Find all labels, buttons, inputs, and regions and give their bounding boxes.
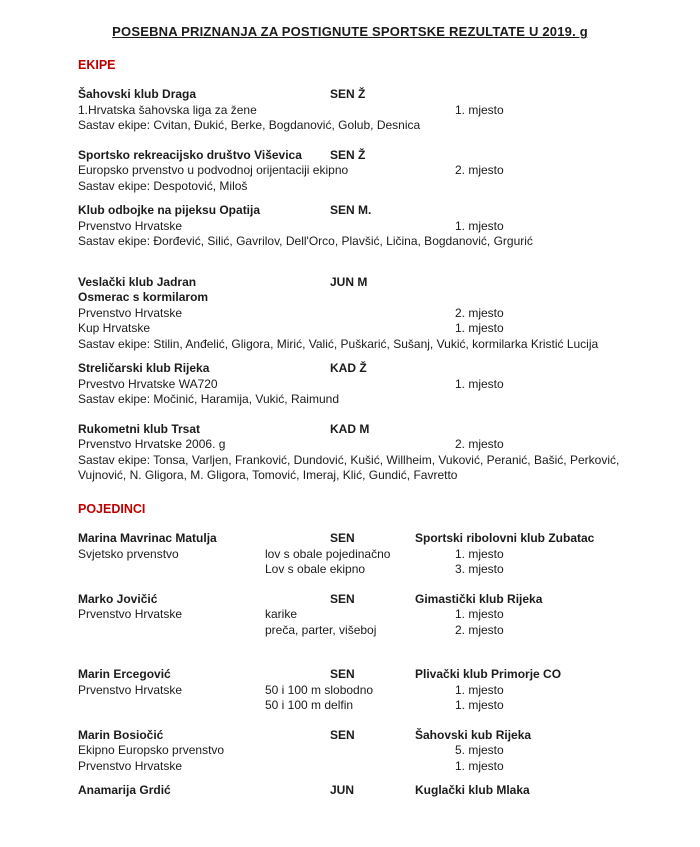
competition-name: Kup Hrvatske bbox=[78, 321, 151, 335]
club-name: Šahovski kub Rijeka bbox=[415, 727, 532, 742]
team-roster: Sastav ekipe: Močinić, Haramija, Vukić, Raimund bbox=[78, 392, 339, 406]
discipline: Lov s obale ekipno bbox=[265, 562, 366, 576]
result-row bbox=[78, 163, 622, 179]
individual-entry bbox=[78, 783, 622, 799]
result-row bbox=[78, 219, 622, 235]
placement: 1. mjesto bbox=[455, 758, 504, 773]
team-head-row bbox=[78, 361, 622, 377]
individual-entry bbox=[78, 728, 622, 775]
competition-name: Prvenstvo Hrvatske 2006. g bbox=[78, 437, 226, 451]
club-name: Rukometni klub Trsat bbox=[78, 421, 201, 436]
category-label: SEN bbox=[330, 531, 355, 545]
club-name: Šahovski klub Draga bbox=[78, 87, 197, 101]
category-label: SEN bbox=[330, 667, 355, 681]
competition-name: Prvenstvo Hrvatske bbox=[78, 758, 183, 773]
club-name: Sportsko rekreacijsko društvo Viševica bbox=[78, 147, 302, 162]
athlete-name: Marin Ercegović bbox=[78, 667, 171, 681]
club-name: Kuglački klub Mlaka bbox=[415, 783, 530, 797]
individual-entry bbox=[78, 531, 622, 578]
boat-class-line: Osmerac s kormilarom bbox=[78, 290, 209, 304]
team-roster: Sastav ekipe: Cvitan, Đukić, Berke, Bogdanović, Golub, Desnica bbox=[78, 118, 421, 132]
team-entry bbox=[78, 275, 622, 353]
section-heading-individuals: POJEDINCI bbox=[78, 501, 146, 516]
individual-head-row bbox=[78, 667, 622, 683]
placement: 1. mjesto bbox=[455, 218, 504, 233]
placement: 1. mjesto bbox=[455, 376, 504, 391]
result-row bbox=[78, 321, 622, 337]
individual-entry bbox=[78, 667, 622, 714]
placement: 1. mjesto bbox=[455, 698, 504, 712]
competition-name: 1.Hrvatska šahovska liga za žene bbox=[78, 102, 257, 117]
result-row bbox=[78, 306, 622, 322]
individual-head-row bbox=[78, 728, 622, 744]
competition-name: Prvenstvo Hrvatske bbox=[78, 682, 183, 697]
result-row bbox=[78, 623, 622, 639]
category-label: SEN M. bbox=[330, 203, 372, 217]
athlete-name: Anamarija Grdić bbox=[78, 783, 171, 797]
placement: 3. mjesto bbox=[455, 562, 504, 576]
placement: 2. mjesto bbox=[455, 163, 504, 177]
team-entry bbox=[78, 361, 622, 408]
team-roster: Sastav ekipe: Tonsa, Varljen, Franković, Dundović, Kušić, Willheim, Vuković, Peranić, Bašić, Perković, Vujnović, N. Gligora, M. Gligora, Tomović, Imeraj, Klić, Gundić, Favretto bbox=[78, 452, 620, 482]
team-head-row bbox=[78, 275, 622, 291]
category-label: SEN Ž bbox=[330, 147, 366, 162]
placement: 1. mjesto bbox=[455, 546, 504, 561]
discipline: karike bbox=[265, 607, 298, 621]
club-name: Sportski ribolovni klub Zubatac bbox=[415, 531, 595, 545]
club-name: Gimastički klub Rijeka bbox=[415, 591, 543, 606]
discipline: 50 i 100 m slobodno bbox=[265, 682, 374, 697]
placement: 2. mjesto bbox=[455, 622, 504, 637]
team-head-row bbox=[78, 148, 622, 164]
team-head-row bbox=[78, 203, 622, 219]
result-row bbox=[78, 103, 622, 119]
result-row bbox=[78, 377, 622, 393]
team-entry bbox=[78, 203, 622, 250]
club-name: Veslački klub Jadran bbox=[78, 274, 197, 289]
competition-name: Prvenstvo Hrvatske bbox=[78, 218, 183, 233]
placement: 1. mjesto bbox=[455, 682, 504, 697]
discipline: lov s obale pojedinačno bbox=[265, 546, 391, 561]
team-head-row bbox=[78, 87, 622, 103]
section-heading-teams: EKIPE bbox=[78, 57, 116, 72]
result-row bbox=[78, 562, 622, 578]
placement: 1. mjesto bbox=[455, 321, 504, 335]
result-row bbox=[78, 759, 622, 775]
individual-head-row bbox=[78, 531, 622, 547]
competition-name: Ekipno Europsko prvenstvo bbox=[78, 743, 225, 757]
discipline: 50 i 100 m delfin bbox=[265, 698, 354, 712]
team-head-row bbox=[78, 422, 622, 438]
athlete-name: Marko Jovičić bbox=[78, 591, 158, 606]
placement: 5. mjesto bbox=[455, 743, 504, 757]
category-label: KAD Ž bbox=[330, 361, 367, 375]
result-row bbox=[78, 698, 622, 714]
discipline: preča, parter, višeboj bbox=[265, 622, 377, 637]
placement: 1. mjesto bbox=[455, 607, 504, 621]
team-roster: Sastav ekipe: Đorđević, Silić, Gavrilov, Dell'Orco, Plavšić, Ličina, Bogdanović, Grgurić bbox=[78, 234, 533, 248]
category-label: JUN bbox=[330, 783, 355, 797]
result-row bbox=[78, 743, 622, 759]
placement: 2. mjesto bbox=[455, 305, 504, 320]
athlete-name: Marina Mavrinac Matulja bbox=[78, 531, 217, 545]
team-roster: Sastav ekipe: Stilin, Anđelić, Gligora, Mirić, Valić, Puškarić, Sušanj, Vukić, kormilarka Kristić Lucija bbox=[78, 336, 599, 351]
club-name: Klub odbojke na pijeksu Opatija bbox=[78, 203, 261, 217]
team-roster: Sastav ekipe: Despotović, Miloš bbox=[78, 178, 248, 193]
individual-head-row bbox=[78, 592, 622, 608]
category-label: SEN Ž bbox=[330, 87, 366, 101]
club-name: Plivački klub Primorje CO bbox=[415, 667, 562, 681]
result-row bbox=[78, 437, 622, 453]
athlete-name: Marin Bosiočić bbox=[78, 727, 164, 742]
category-label: SEN bbox=[330, 591, 355, 606]
category-label: KAD M bbox=[330, 421, 370, 436]
competition-name: Europsko prvenstvo u podvodnoj orijentaciji ekipno bbox=[78, 163, 349, 177]
competition-name: Prvenstvo Hrvatske bbox=[78, 305, 183, 320]
competition-name: Svjetsko prvenstvo bbox=[78, 546, 179, 561]
individual-entry bbox=[78, 592, 622, 639]
competition-name: Prvenstvo Hrvatske bbox=[78, 607, 183, 621]
team-entry bbox=[78, 148, 622, 195]
document-title: POSEBNA PRIZNANJA ZA POSTIGNUTE SPORTSKE REZULTATE U 2019. g bbox=[112, 24, 588, 39]
club-name: Streličarski klub Rijeka bbox=[78, 361, 210, 375]
result-row bbox=[78, 683, 622, 699]
category-label: SEN bbox=[330, 727, 355, 742]
placement: 2. mjesto bbox=[455, 437, 504, 451]
result-row bbox=[78, 607, 622, 623]
category-label: JUN M bbox=[330, 274, 368, 289]
competition-name: Prvestvo Hrvatske WA720 bbox=[78, 376, 218, 391]
individual-head-row bbox=[78, 783, 622, 799]
placement: 1. mjesto bbox=[455, 102, 504, 117]
result-row bbox=[78, 547, 622, 563]
team-entry bbox=[78, 422, 622, 484]
team-entry bbox=[78, 87, 622, 134]
